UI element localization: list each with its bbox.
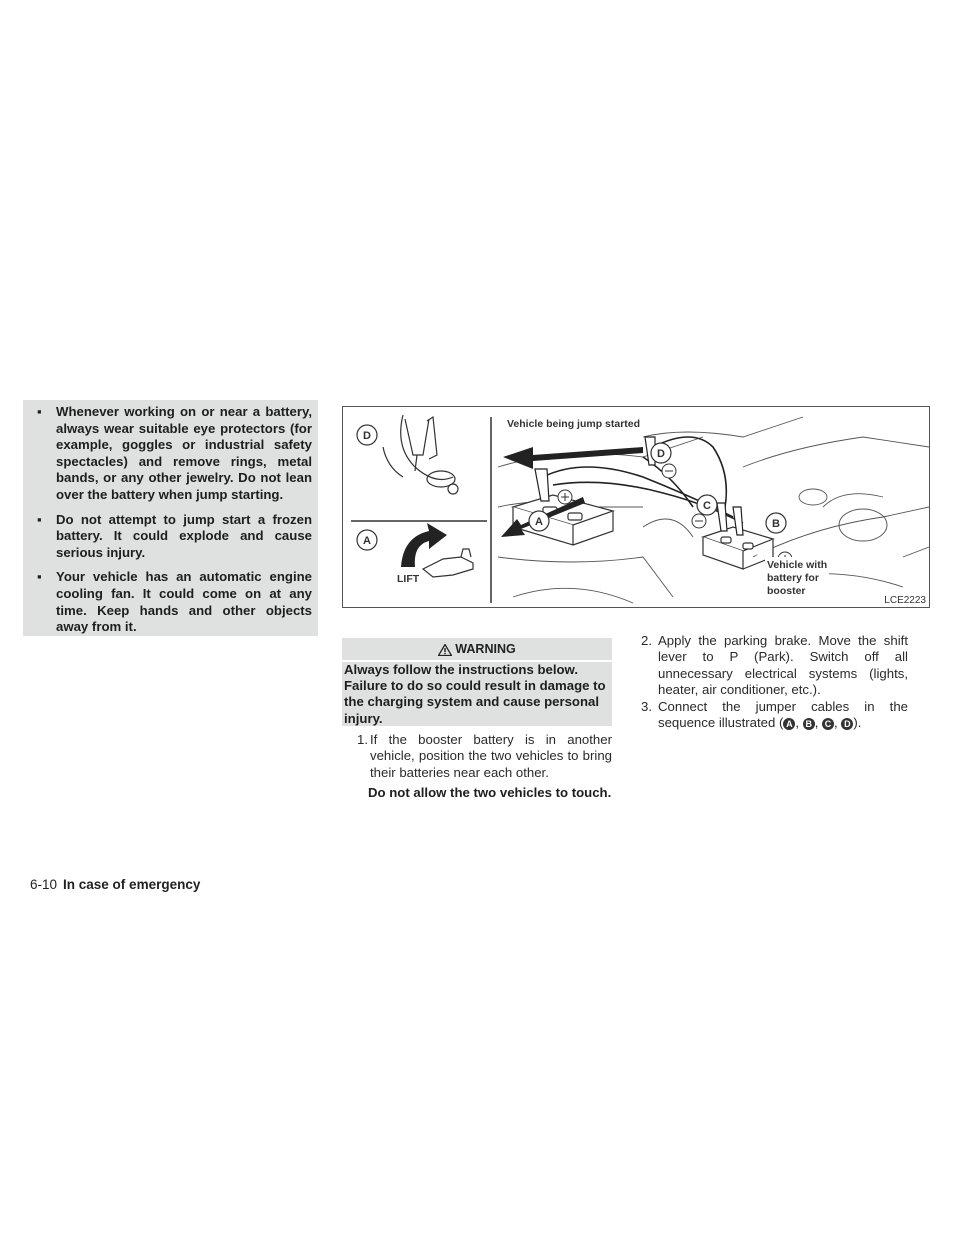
callout-a-icon: A bbox=[783, 718, 795, 730]
step-text: Connect the jumper cables in the sequence illustrated ( A , B , C , D ). bbox=[658, 699, 908, 731]
left-warning-item: ▪ Whenever working on or near a battery, always wear suitable eye protectors (for example, goggles or industrial safety spectacles) and remove rings, metal bands, or any other jewelry. Do not lean over the battery when jump starting. bbox=[37, 404, 312, 502]
warning-heading: WARNING bbox=[342, 638, 612, 660]
left-warning-list bbox=[33, 404, 312, 636]
inset-label-d: D bbox=[363, 430, 371, 442]
lift-label: LIFT bbox=[397, 573, 420, 585]
step-2 bbox=[641, 633, 908, 699]
bullet-icon: ▪ bbox=[37, 404, 42, 419]
callout-d-icon: D bbox=[841, 718, 853, 730]
page-footer bbox=[30, 877, 200, 892]
label-booster-line2: battery for bbox=[767, 572, 819, 584]
callout-c-icon: C bbox=[822, 718, 834, 730]
callout-b: B bbox=[772, 518, 780, 530]
callout-a: A bbox=[535, 516, 543, 528]
figure-code: LCE2223 bbox=[884, 595, 926, 606]
label-booster-line1: Vehicle with bbox=[767, 559, 828, 571]
step-1-note: Do not allow the two vehicles to touch. bbox=[368, 785, 612, 800]
section-title: In case of emergency bbox=[63, 877, 201, 892]
step-1 bbox=[357, 732, 612, 781]
callout-c: C bbox=[703, 500, 711, 512]
left-warning-item: ▪ Your vehicle has an automatic engine cooling fan. It could come on at any time. Keep hands and other objects away from it. bbox=[37, 569, 312, 635]
step-number: 2. bbox=[641, 633, 652, 648]
callout-b-icon: B bbox=[803, 718, 815, 730]
bullet-icon: ▪ bbox=[37, 511, 42, 527]
step-text: If the booster battery is in another vehicle, position the two vehicles to bring their batteries near each other. bbox=[370, 732, 612, 780]
inset-label-a: A bbox=[363, 535, 371, 547]
step-3 bbox=[641, 699, 908, 732]
arrow-left-upper-icon bbox=[503, 447, 643, 469]
step-text: Apply the parking brake. Move the shift lever to P (Park). Switch off all unnecessary electrical systems (lights, heater, air conditioner, etc.). bbox=[658, 633, 908, 698]
step-number: 1. bbox=[357, 732, 368, 747]
clamp-icon bbox=[383, 415, 458, 494]
jump-start-figure bbox=[342, 406, 930, 608]
label-booster-line3: booster bbox=[767, 585, 806, 597]
warning-body: Always follow the instructions below. Failure to do so could result in damage to the charging system and cause personal injury. bbox=[342, 662, 612, 726]
warning-triangle-icon bbox=[438, 644, 452, 656]
terminal-cover-icon bbox=[423, 549, 473, 577]
label-vehicle-being-started: Vehicle being jump started bbox=[507, 418, 641, 430]
jump-start-illustration bbox=[343, 407, 929, 607]
left-warning-box bbox=[23, 400, 318, 636]
bullet-icon: ▪ bbox=[37, 569, 42, 585]
left-warning-item: ▪ Do not attempt to jump start a frozen battery. It could explode and cause serious injury. bbox=[37, 511, 312, 560]
page-number: 6-10 bbox=[30, 877, 58, 892]
callout-d: D bbox=[657, 448, 665, 460]
step-number: 3. bbox=[641, 699, 652, 714]
